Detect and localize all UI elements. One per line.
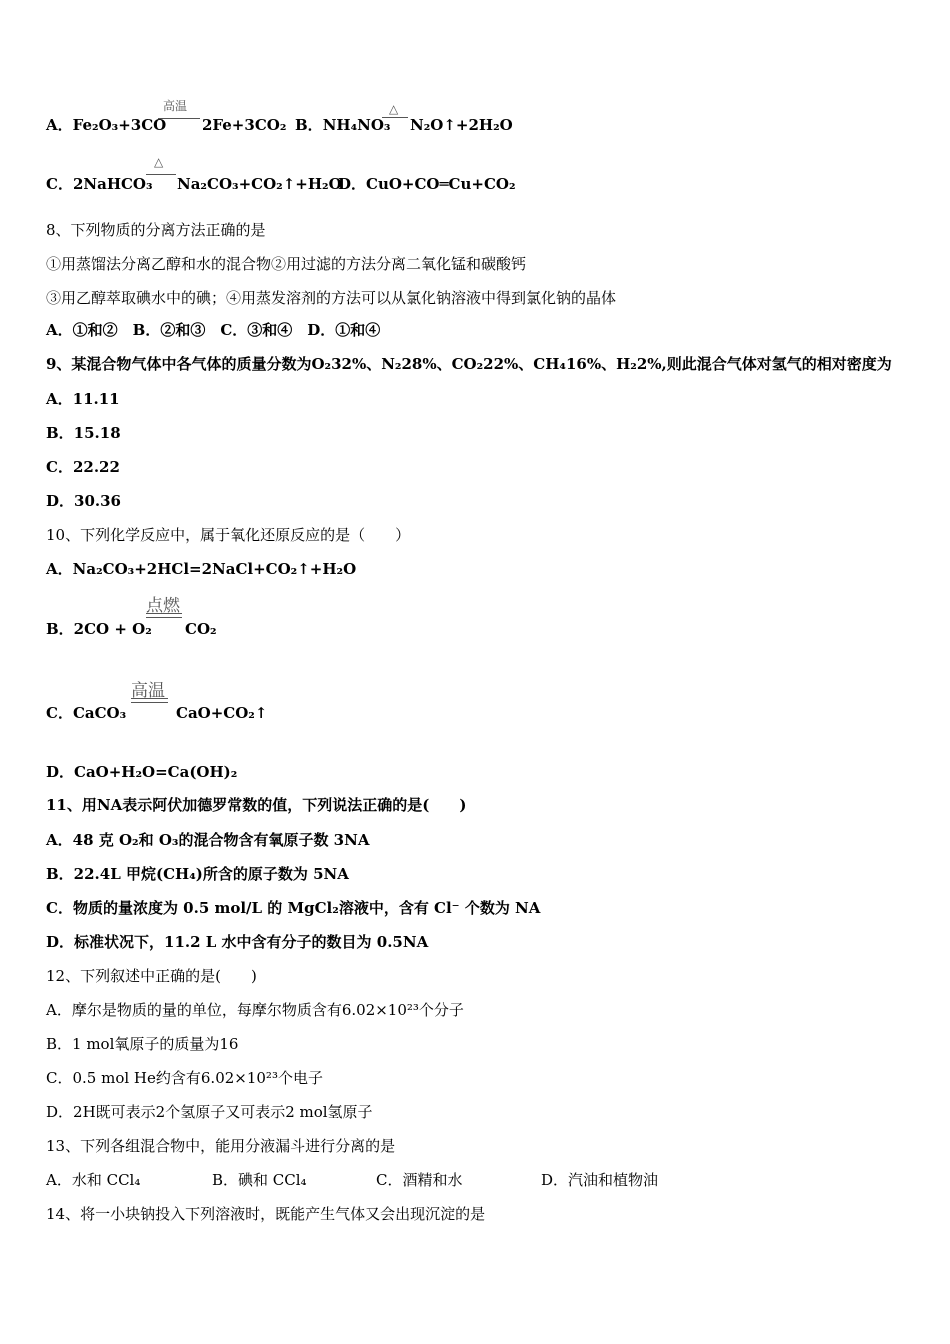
q7-d-text: CuO+CO═Cu+CO₂ — [366, 175, 516, 193]
q13-option-a: A．水和 CCl₄ — [46, 1171, 141, 1189]
q13-stem: 13、下列各组混合物中，能用分液漏斗进行分离的是 — [46, 1137, 396, 1155]
q9-option-a: A．11.11 — [46, 390, 120, 408]
q12-option-d: D．2H既可表示2个氢原子又可表示2 mol氢原子 — [46, 1103, 373, 1121]
q7-b-label: B． — [295, 116, 323, 134]
q13-option-d: D．汽油和植物油 — [541, 1171, 659, 1189]
q10-option-c-left: C．CaCO₃ — [46, 704, 127, 722]
q9-stem: 9、某混合物气体中各气体的质量分数为O₂32%、N₂28%、CO₂22%、CH₄16%、H₂2%,则此混合气体对氢气的相对密度为 — [46, 355, 892, 373]
q13-option-c: C．酒精和水 — [376, 1171, 463, 1189]
q7-d — [338, 174, 516, 194]
q10-c-condition: 高温 — [131, 681, 165, 701]
q10-b-condition: 点燃 — [146, 596, 180, 616]
q10-option-b-right: CO₂ — [185, 620, 217, 638]
q7-c-condition: △ — [154, 155, 164, 169]
q7-a-left: Fe₂O₃+3CO — [72, 116, 167, 134]
q11-option-d: D．标准状况下，11.2 L 水中含有分子的数目为 0.5NA — [46, 933, 429, 951]
q10-b-equals — [146, 613, 182, 618]
q12-option-c: C．0.5 mol He约含有6.02×10²³个电子 — [46, 1069, 323, 1087]
q7-c-arrow — [146, 174, 176, 175]
q8-options: A．①和② B．②和③ C．③和④ D．①和④ — [46, 321, 381, 339]
q7-b — [295, 115, 391, 135]
q10-option-b-left: B．2CO + O₂ — [46, 620, 152, 638]
q7-b-left: NH₄NO₃ — [322, 116, 391, 134]
q8-line2: ③用乙醇萃取碘水中的碘；④用蒸发溶剂的方法可以从氯化钠溶液中得到氯化钠的晶体 — [46, 289, 617, 307]
q11-option-c: C．物质的量浓度为 0.5 mol/L 的 MgCl₂溶液中，含有 Cl⁻ 个数为 NA — [46, 899, 541, 917]
q10-option-d: D．CaO+H₂O=Ca(OH)₂ — [46, 763, 238, 781]
q7-b-arrow — [382, 117, 408, 118]
q12-stem: 12、下列叙述中正确的是( ) — [46, 967, 257, 985]
q7-row-ab — [46, 115, 166, 135]
q7-c-right: Na₂CO₃+CO₂↑+H₂O — [177, 175, 342, 193]
q10-option-a: A．Na₂CO₃+2HCl=2NaCl+CO₂↑+H₂O — [46, 560, 357, 578]
q7-c-left: 2NaHCO₃ — [72, 175, 153, 193]
q13-option-b: B．碘和 CCl₄ — [212, 1171, 307, 1189]
q10-option-c-right: CaO+CO₂↑ — [176, 704, 268, 722]
q9-option-b: B．15.18 — [46, 424, 121, 442]
q8-line1: ①用蒸馏法分离乙醇和水的混合物②用过滤的方法分离二氧化锰和碳酸钙 — [46, 255, 527, 273]
q10-c-equals — [131, 698, 168, 703]
q10-stem: 10、下列化学反应中，属于氧化还原反应的是（ ） — [46, 526, 411, 544]
q12-option-b: B．1 mol氧原子的质量为16 — [46, 1035, 239, 1053]
q7-a-label: A． — [46, 116, 73, 134]
q7-a-arrow — [158, 118, 200, 119]
q7-d-label: D． — [338, 175, 367, 193]
q11-option-b: B．22.4L 甲烷(CH₄)所含的原子数为 5NA — [46, 865, 349, 883]
q7-row-cd — [46, 174, 153, 194]
q12-option-a: A．摩尔是物质的量的单位，每摩尔物质含有6.02×10²³个分子 — [46, 1001, 464, 1019]
q9-option-d: D．30.36 — [46, 492, 121, 510]
q9-option-c: C．22.22 — [46, 458, 120, 476]
q14-stem: 14、将一小块钠投入下列溶液时，既能产生气体又会出现沉淀的是 — [46, 1205, 486, 1223]
q7-b-right: N₂O↑+2H₂O — [410, 116, 513, 134]
q7-c-label: C． — [46, 175, 73, 193]
q7-a-right: 2Fe+3CO₂ — [202, 116, 287, 134]
q7-a-condition: 高温 — [163, 99, 188, 113]
q8-stem: 8、下列物质的分离方法正确的是 — [46, 221, 266, 239]
q11-stem: 11、用NA表示阿伏加德罗常数的值，下列说法正确的是( ) — [46, 796, 467, 814]
q7-b-condition: △ — [389, 102, 399, 116]
q11-option-a: A．48 克 O₂和 O₃的混合物含有氧原子数 3NA — [46, 831, 370, 849]
